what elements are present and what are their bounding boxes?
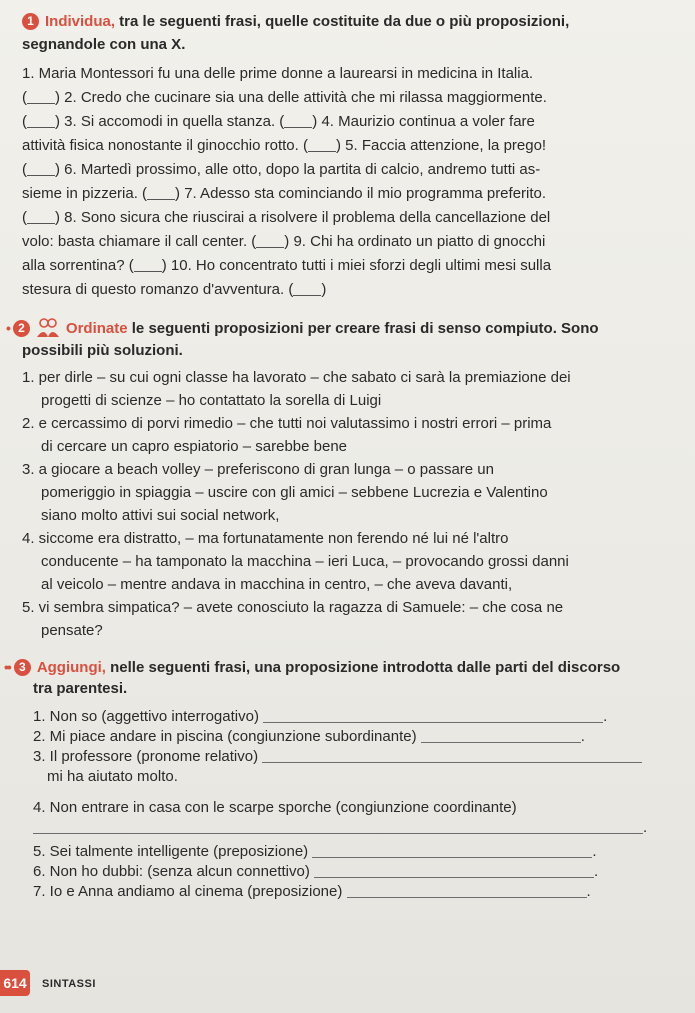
ex1-line: stesura di questo romanzo d'avventura. ( ) <box>22 281 327 298</box>
ex2-item: pensate? <box>41 622 103 639</box>
page-number: 614 <box>0 970 30 996</box>
difficulty-dots: •• <box>4 659 10 675</box>
ex3-item: 5. Sei talmente intelligente (preposizione) . <box>33 843 597 860</box>
ex1-keyword: Individua, <box>45 13 116 30</box>
ex1-line: ( ) 8. Sono sicura che riuscirai a risolvere il problema della cancellazione del <box>22 209 551 226</box>
ex2-item: 2. e cercassimo di porvi rimedio – che tutti noi valutassimo i nostri errori – prima <box>22 415 552 432</box>
section-label: SINTASSI <box>42 978 96 990</box>
ex2-item: 5. vi sembra simpatica? – avete conosciuto la ragazza di Samuele: – che cosa ne <box>22 599 564 616</box>
ex3-item: 1. Non so (aggettivo interrogativo) . <box>33 708 608 725</box>
difficulty-dots: • <box>6 320 9 336</box>
answer-blank[interactable] <box>147 187 175 200</box>
answer-line[interactable] <box>421 730 581 743</box>
ex3-item: 7. Io e Anna andiamo al cinema (preposizione) . <box>33 883 591 900</box>
ex2-item: 1. per dirle – su cui ogni classe ha lavorato – che sabato ci sarà la premiazione dei <box>22 369 571 386</box>
ex1-line: alla sorrentina? ( ) 10. Ho concentrato tutti i miei sforzi degli ultimi mesi sulla <box>22 257 552 274</box>
ex3-item: . <box>33 818 647 838</box>
answer-blank[interactable] <box>134 259 162 272</box>
ex1-line: ( ) 6. Martedì prossimo, alle otto, dopo la partita di calcio, andremo tutti as- <box>22 161 541 178</box>
ex2-keyword: Ordinate <box>65 320 128 337</box>
ex3-heading <box>4 657 620 678</box>
ex3-item: mi ha aiutato molto. <box>47 768 178 785</box>
ex2-instruction: le seguenti proposizioni per creare frasi di senso compiuto. Sono <box>127 320 599 337</box>
ex1-line: ( ) 3. Si accomodi in quella stanza. ( ) 4. Maurizio continua a voler fare <box>22 113 535 130</box>
ex1-heading <box>22 12 569 32</box>
ex1-instruction: tra le seguenti frasi, quelle costituite da due o più proposizioni, <box>115 13 570 30</box>
answer-line[interactable] <box>262 750 642 763</box>
ex3-item: 6. Non ho dubbi: (senza alcun connettivo) . <box>33 863 599 880</box>
ex1-line: attività fisica nonostante il ginocchio rotto. ( ) 5. Faccia attenzione, la prego! <box>22 137 547 154</box>
answer-line[interactable] <box>33 821 643 834</box>
answer-blank[interactable] <box>284 115 312 128</box>
ex1-line: ( ) 2. Credo che cucinare sia una delle attività che mi rilassa maggiormente. <box>22 89 547 106</box>
ex2-item: progetti di scienze – ho contattato la sorella di Luigi <box>41 392 382 409</box>
ex2-item: 3. a giocare a beach volley – preferiscono di gran lunga – o passare un <box>22 461 494 478</box>
ex2-item: 4. siccome era distratto, – ma fortunatamente non ferendo né lui né l'altro <box>22 530 509 547</box>
ex1-instruction-2: segnandole con una X. <box>22 36 186 53</box>
ex3-number: 3 <box>14 659 31 676</box>
answer-blank[interactable] <box>27 91 55 104</box>
ex3-instruction-2: tra parentesi. <box>33 680 128 697</box>
answer-line[interactable] <box>347 885 587 898</box>
ex2-item: conducente – ha tamponato la macchina – ieri Luca, – provocando grossi danni <box>41 553 569 570</box>
ex3-item: 4. Non entrare in casa con le scarpe sporche (congiunzione coordinante) <box>33 799 517 816</box>
answer-blank[interactable] <box>256 235 284 248</box>
ex3-instruction: nelle seguenti frasi, una proposizione introdotta dalle parti del discorso <box>105 659 621 676</box>
answer-blank[interactable] <box>308 139 336 152</box>
ex1-line: volo: basta chiamare il call center. ( ) 9. Chi ha ordinato un piatto di gnocchi <box>22 233 546 250</box>
ex1-line: sieme in pizzeria. ( ) 7. Adesso sta cominciando il mio programma preferito. <box>22 185 547 202</box>
answer-blank[interactable] <box>293 283 321 296</box>
ex2-item: pomeriggio in spiaggia – uscire con gli amici – sebbene Lucrezia e Valentino <box>41 484 548 501</box>
answer-blank[interactable] <box>27 115 55 128</box>
answer-line[interactable] <box>312 845 592 858</box>
ex1-number: 1 <box>22 13 39 30</box>
ex2-item: di cercare un capro espiatorio – sarebbe bene <box>41 438 348 455</box>
answer-blank[interactable] <box>27 163 55 176</box>
ex2-number: 2 <box>13 320 30 337</box>
ex3-item: 3. Il professore (pronome relativo) <box>33 747 642 767</box>
ex2-item: al veicolo – mentre andava in macchina in centro, – che aveva davanti, <box>41 576 513 593</box>
answer-blank[interactable] <box>27 211 55 224</box>
ex3-keyword: Aggiungi, <box>36 659 106 676</box>
ex2-item: siano molto attivi sui social network, <box>41 507 280 524</box>
answer-line[interactable] <box>314 865 594 878</box>
ex1-line: 1. Maria Montessori fu una delle prime donne a laurearsi in medicina in Italia. <box>22 65 534 82</box>
answer-line[interactable] <box>263 710 603 723</box>
ex3-item: 2. Mi piace andare in piscina (congiunzione subordinante) . <box>33 728 585 745</box>
ex2-instruction-2: possibili più soluzioni. <box>22 342 183 359</box>
